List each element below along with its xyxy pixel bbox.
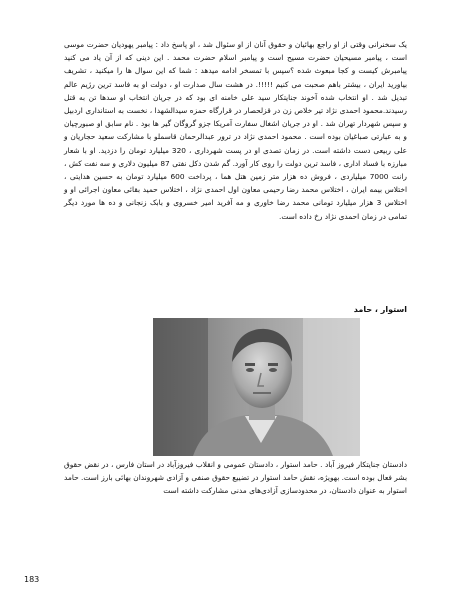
portrait-photo bbox=[153, 318, 360, 456]
section-heading: استوار ، حامد bbox=[353, 305, 407, 314]
body-paragraph-1: یک سخنرانی وقتی از او راجع بهائیان و حقوق آنان از او سئوال شد ، او پاسخ داد : پیامبر یهودیان حضرت موسی است ، پیامبر مسیحیان حضرت مسیح است و پیامبر اسلام حضرت محمد . این دینی که از آن یاد می کنید پیامبرش کیست و کجا مبعوث شده ؟سپس با تمسخر ادامه میدهد : شما که این سوال ها را میکنید ، تشریف بیاورید ایران ، بیشتر باهم صحبت می کنیم !!!!!. در هشت سال صدارت او ، دولت او به فاسد ترین رژیم عالم تبدیل شد . او انتخاب شده آخوند جنایتکار سید علی خامنه ای بود که در جریان انتخاب او سدها تن به قتل رسیدند.محمود احمدی نژاد تیر خلاص زن در قزلحصار در قرارگاه حمزه سیدالشهدا ، نخست به استانداری اردبیل و سپس شهردار تهران شد . او در جریان اشغال سفارت آمریکا جزو گروگان گیر ها بود . نام سابق او صبورچیان و به عبارتی صباغیان بوده است . محمود احمدی نژاد در ترور عبدالرحمان قاسملو با مشارکت سعید حجاریان و علی ربیعی دست داشته است. در زمان تصدی او در پست شهرداری ، 320 میلیارد تومان را دزدید. او با شعار مبارزه با فساد اداری ، فاسد ترین دولت را روی کار آورد. گم شدن دکل نفتی 87 میلیون دلاری و سه نفت کش ، رانت 7000 میلیاردی ، فروش ده هزار متر زمین هتل هما ، پرداخت 600 میلیارد تومان به حسین هدایتی ، اختلاس بیمه ایران ، اختلاس محمد رضا رحیمی معاون اول احمدی نژاد ، اختلاس حمید بقائی معاون اجرائی او و اختلاس 3 هزار میلیارد تومانی محمد رضا خاوری و مه آفرید امیر خسروی و بابک زنجانی و ده ها مورد دیگر تمامی در زمان احمدی نژاد رخ داده است. bbox=[64, 40, 407, 221]
body-paragraph-2: دادستان جنایتکار فیروز آباد . حامد استوار ، دادستان عمومی و انقلاب فیروزآباد در استان فارس ، در نقض حقوق بشر فعال بوده است. بهویژه، نقش حامد استوار در تضییع حقوق صنفی و آزادی شهروندان بهائی بارز است. حامد استوار به عنوان دادستان، در محدودسازی آزادی‌های مدنی مشارکت داشته است bbox=[64, 460, 407, 496]
page-number: 183 bbox=[24, 575, 40, 584]
